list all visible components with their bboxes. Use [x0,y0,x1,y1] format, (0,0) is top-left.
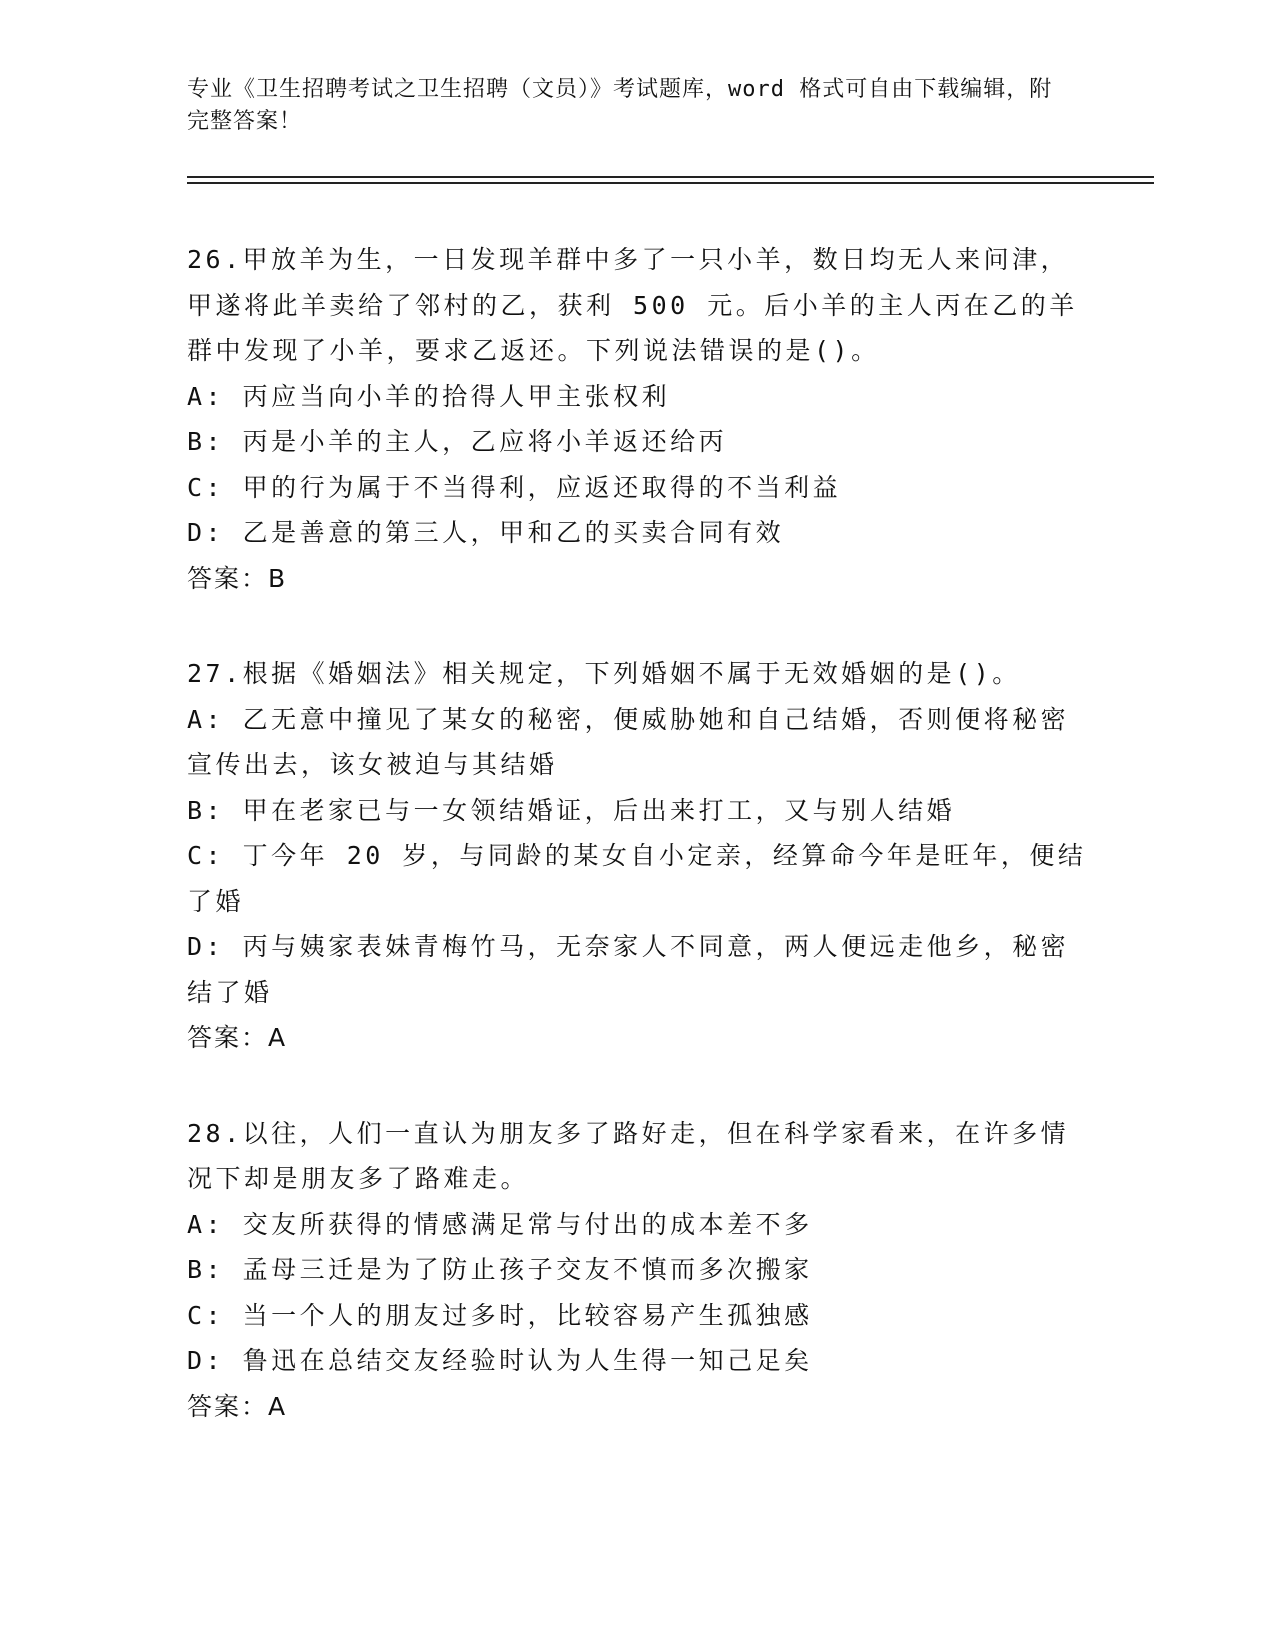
option-a: A: 乙无意中撞见了某女的秘密，便威胁她和自己结婚，否则便将秘密宣传出去，该女被迫与其结婚 [187,704,1070,779]
question-stem: 27.根据《婚姻法》相关规定，下列婚姻不属于无效婚姻的是()。 [187,659,1021,688]
answer-line: 答案：A [187,1391,288,1421]
option-c: C: 丁今年 20 岁，与同龄的某女自小定亲，经算命今年是旺年，便结了婚 [187,841,1087,916]
option-d: D: 丙与姨家表妹青梅竹马，无奈家人不同意，两人便远走他乡，秘密结了婚 [187,932,1070,1007]
answer-line: 答案：A [187,1023,288,1052]
option-a: A: 丙应当向小羊的拾得人甲主张权利 [187,381,671,411]
option-b: B: 丙是小羊的主人，乙应将小羊返还给丙 [187,427,728,456]
header-rule-bottom [187,182,1154,184]
document-header: 专业《卫生招聘考试之卫生招聘（文员）》考试题库，word 格式可自由下载编辑，附完整答案！ [187,77,1053,134]
option-d: D: 乙是善意的第三人，甲和乙的买卖合同有效 [187,518,785,547]
question-stem: 26.甲放羊为生，一日发现羊群中多了一只小羊，数日均无人来问津，甲遂将此羊卖给了邻村的乙，获利 500 元。后小羊的主人丙在乙的羊群中发现了小羊，要求乙返还。下列说法错误的是()。 [187,245,1078,365]
option-c: C: 甲的行为属于不当得利，应返还取得的不当利益 [187,472,842,502]
question-26 [187,237,1087,601]
option-d: D: 鲁迅在总结交友经验时认为人生得一知己足矣 [187,1346,813,1375]
question-list [187,237,1087,1479]
answer-line: 答案：B [187,563,288,593]
question-28 [187,1111,1087,1430]
header-rule-top [187,176,1154,178]
option-b: B: 孟母三迁是为了防止孩子交友不慎而多次搬家 [187,1255,813,1284]
option-a: A: 交友所获得的情感满足常与付出的成本差不多 [187,1209,813,1239]
option-b: B: 甲在老家已与一女领结婚证，后出来打工，又与别人结婚 [187,795,956,825]
option-c: C: 当一个人的朋友过多时，比较容易产生孤独感 [187,1300,813,1330]
question-stem: 28.以往，人们一直认为朋友多了路好走，但在科学家看来，在许多情况下却是朋友多了路难走。 [187,1118,1070,1193]
question-27 [187,651,1087,1061]
